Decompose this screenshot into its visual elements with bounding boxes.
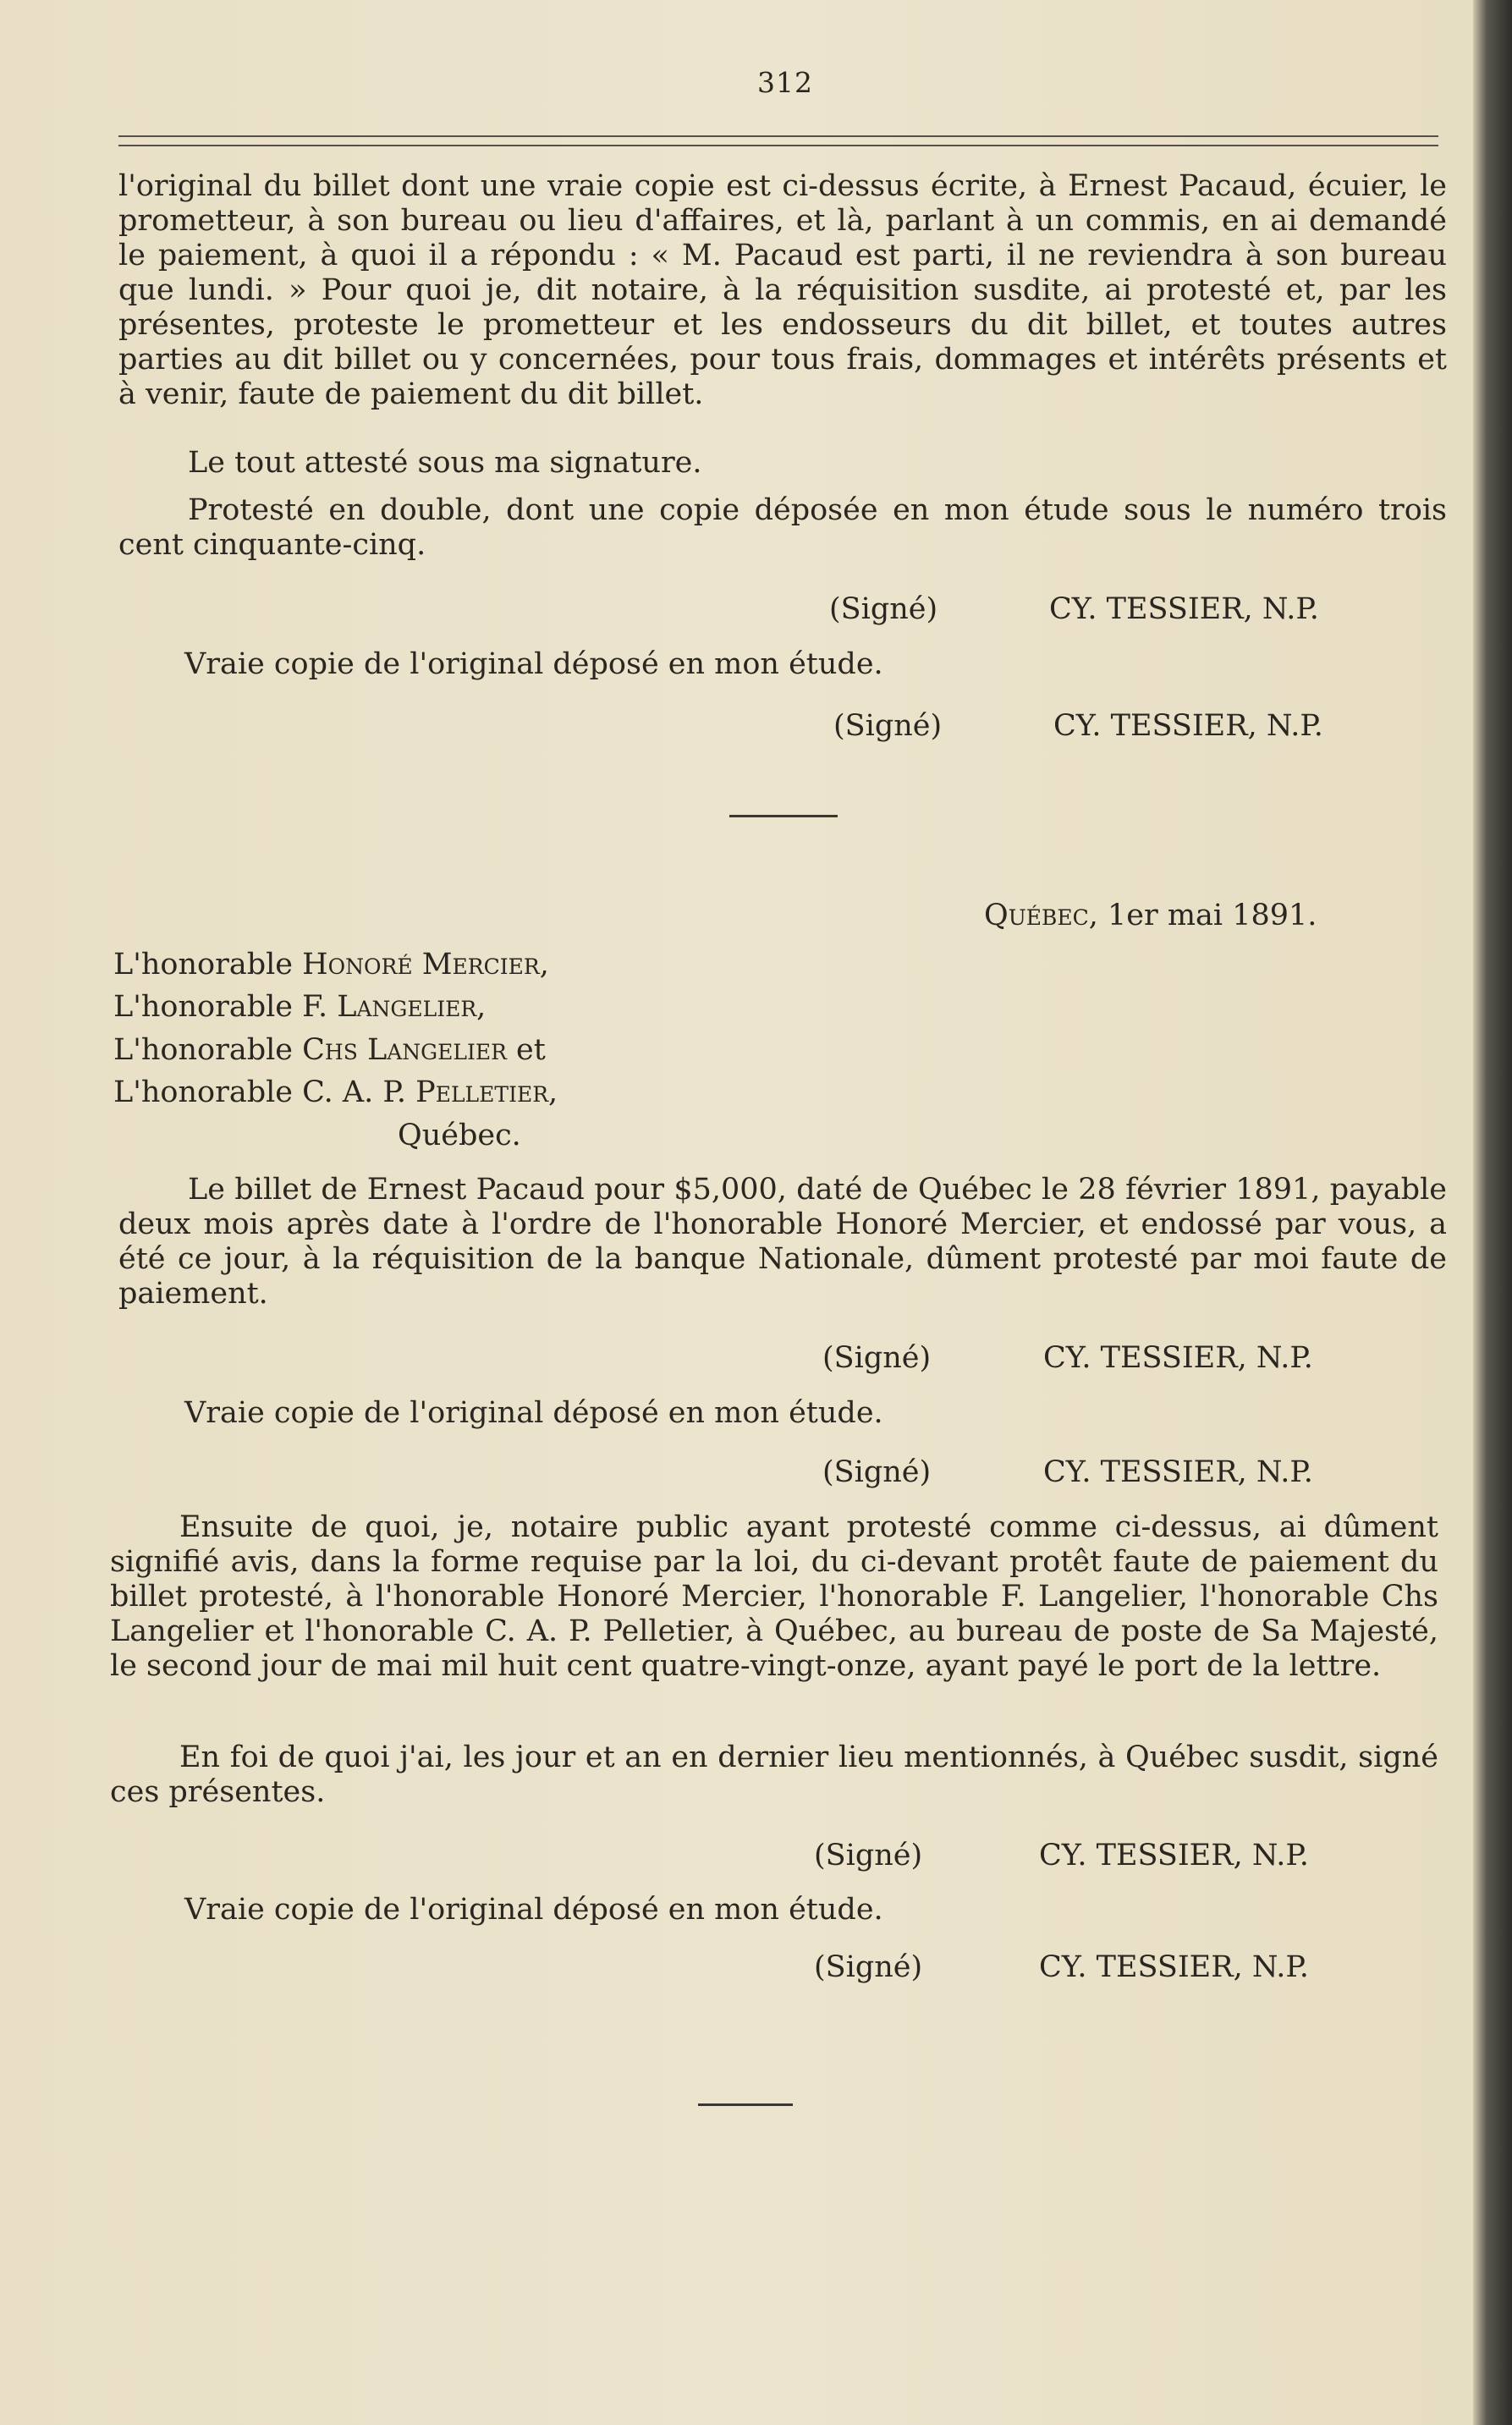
paragraph-in-witness: En foi de quoi j'ai, les jour et an en dernier lieu mentionnés, à Québec susdit, signé ces présentes. bbox=[110, 1740, 1438, 1809]
date-text: , 1er mai 1891. bbox=[1088, 899, 1317, 932]
true-copy-line-3: Vraie copie de l'original déposé en mon étude. bbox=[184, 1893, 883, 1927]
paragraph-protest-body: l'original du billet dont une vraie copie est ci-dessus écrite, à Ernest Pacaud, écuier, le prometteur, à son bureau ou lieu d'affaires, et là, parlant à un commis, en ai demandé le paiement, à quoi il a répondu : « M. Pacaud est parti, il ne reviendra à son bureau que lundi. » Pour quoi je, dit notaire, à la réquisition susdite, ai protesté et, par les présentes, proteste le prometteur et les endosseurs du dit billet, et toutes autres parties au dit billet ou y concernées, pour tous frais, dommages et intérêts présents et à venir, faute de paiement du dit billet. bbox=[118, 169, 1447, 411]
addressee-prefix: L'honorable F. bbox=[113, 990, 338, 1024]
book-spine-shadow bbox=[1473, 0, 1512, 2425]
addressee-1 bbox=[113, 948, 549, 982]
addressee-city: Québec. bbox=[398, 1119, 521, 1152]
signe-label: (Signé) bbox=[829, 592, 938, 626]
signe-label: (Signé) bbox=[822, 1455, 932, 1489]
signer-name: CY. TESSIER, N.P. bbox=[1043, 1455, 1313, 1489]
addressee-prefix: L'honorable C. A. P. bbox=[113, 1075, 416, 1109]
section-divider bbox=[729, 815, 838, 817]
addressee-name: Honoré Mercier bbox=[302, 948, 540, 982]
date-city: Québec bbox=[984, 899, 1089, 932]
paragraph-double-protest: Protesté en double, dont une copie déposée en mon étude sous le numéro trois cent cinquante-cinq. bbox=[118, 493, 1447, 562]
addressee-3 bbox=[113, 1033, 546, 1067]
true-copy-line-2: Vraie copie de l'original déposé en mon étude. bbox=[184, 1396, 883, 1430]
addressee-prefix: L'honorable bbox=[113, 1033, 303, 1067]
addressee-name: Pelletier bbox=[415, 1075, 549, 1109]
true-copy-line-1: Vraie copie de l'original déposé en mon étude. bbox=[184, 647, 883, 681]
addressee-4 bbox=[113, 1075, 558, 1109]
addressee-suffix: , bbox=[476, 990, 487, 1024]
addressee-name: Chs Langelier bbox=[302, 1033, 507, 1067]
addressee-suffix: , bbox=[548, 1075, 558, 1109]
signe-label: (Signé) bbox=[833, 709, 943, 743]
page-number: 312 bbox=[757, 66, 813, 99]
signe-label: (Signé) bbox=[814, 1950, 923, 1984]
addressee-prefix: L'honorable bbox=[113, 948, 303, 982]
signer-name: CY. TESSIER, N.P. bbox=[1039, 1839, 1309, 1872]
addressee-2 bbox=[113, 990, 486, 1024]
closing-divider bbox=[698, 2103, 793, 2106]
addressee-suffix: et bbox=[506, 1033, 546, 1067]
signe-label: (Signé) bbox=[814, 1839, 923, 1872]
signer-name: CY. TESSIER, N.P. bbox=[1039, 1950, 1309, 1984]
signer-name: CY. TESSIER, N.P. bbox=[1049, 592, 1319, 626]
paragraph-notice-served: Ensuite de quoi, je, notaire public ayant protesté comme ci-dessus, ai dûment signifié avis, dans la forme requise par la loi, du ci-devant protêt faute de paiement du billet protesté, à l'honorable Honoré Mercier, l'honorable F. Langelier, l'honorable Chs Langelier et l'honorable C. A. P. Pelletier, à Québec, au bureau de poste de Sa Majesté, le second jour de mai mil huit cent quatre-vingt-onze, ayant payé le port de la lettre. bbox=[110, 1510, 1438, 1683]
paragraph-bill-notice: Le billet de Ernest Pacaud pour $5,000, daté de Québec le 28 février 1891, payable deux mois après date à l'ordre de l'honorable Honoré Mercier, et endossé par vous, a été ce jour, à la réquisition de la banque Nationale, dûment protesté par moi faute de paiement. bbox=[118, 1173, 1447, 1311]
date-line bbox=[984, 899, 1317, 932]
signer-name: CY. TESSIER, N.P. bbox=[1053, 709, 1323, 743]
header-rule bbox=[118, 135, 1438, 146]
addressee-suffix: , bbox=[539, 948, 549, 982]
paragraph-attestation: Le tout attesté sous ma signature. bbox=[188, 446, 702, 480]
signer-name: CY. TESSIER, N.P. bbox=[1043, 1341, 1313, 1375]
signe-label: (Signé) bbox=[822, 1341, 932, 1375]
addressee-name: Langelier bbox=[337, 990, 477, 1024]
